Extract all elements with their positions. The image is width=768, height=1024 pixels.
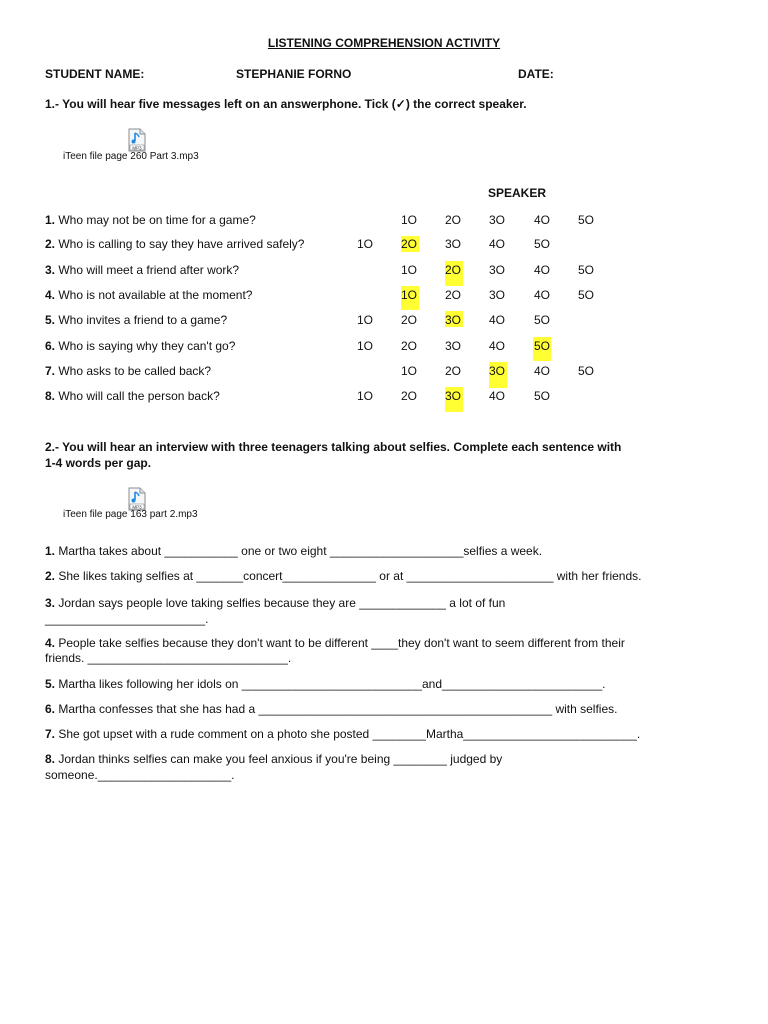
speaker-option[interactable]: 5O <box>534 339 551 353</box>
mp3-file-icon[interactable] <box>127 487 147 511</box>
speaker-heading: SPEAKER <box>488 186 547 200</box>
speaker-option[interactable]: 2O <box>401 313 418 327</box>
part1-file-caption[interactable]: iTeen file page 260 Part 3.mp3 <box>63 151 199 162</box>
speaker-option[interactable]: 1O <box>401 364 418 378</box>
speaker-option[interactable]: 5O <box>534 389 551 403</box>
sentence-row: 1. Martha takes about ___________ one or two eight ____________________selfies a week. <box>45 544 543 558</box>
sentence-row: 2. She likes taking selfies at _______concert______________ or at ______________________ with her friends. <box>45 569 642 583</box>
speaker-option[interactable]: 4O <box>489 237 506 251</box>
question-row: 1. Who may not be on time for a game? <box>45 213 256 227</box>
sentence-continuation: someone.____________________. <box>45 768 235 782</box>
speaker-option[interactable]: 2O <box>445 213 462 227</box>
speaker-option[interactable]: 2O <box>445 263 462 277</box>
speaker-option[interactable]: 1O <box>357 237 374 251</box>
speaker-option[interactable]: 5O <box>578 364 595 378</box>
svg-text:MP3: MP3 <box>132 145 142 151</box>
part2-instruction: 2.- You will hear an interview with three teenagers talking about selfies. Complete each sentence with <box>45 440 622 454</box>
mp3-file-icon[interactable] <box>127 128 147 152</box>
sentence-continuation: friends. ______________________________. <box>45 651 292 665</box>
speaker-option[interactable]: 5O <box>578 263 595 277</box>
speaker-option[interactable]: 3O <box>445 389 462 403</box>
student-name-value: STEPHANIE FORNO <box>236 67 352 81</box>
speaker-option[interactable]: 3O <box>445 237 462 251</box>
sentence-row: 3. Jordan says people love taking selfies because they are _____________ a lot of fun <box>45 596 506 610</box>
sentence-row: 5. Martha likes following her idols on ___________________________and________________________. <box>45 677 606 691</box>
speaker-option[interactable]: 2O <box>401 389 418 403</box>
question-row: 3. Who will meet a friend after work? <box>45 263 240 277</box>
question-row: 6. Who is saying why they can't go? <box>45 339 236 353</box>
speaker-option[interactable]: 3O <box>489 288 506 302</box>
date-label: DATE: <box>518 67 554 81</box>
svg-text:MP3: MP3 <box>132 504 142 510</box>
speaker-option[interactable]: 5O <box>578 213 595 227</box>
speaker-option[interactable]: 5O <box>534 313 551 327</box>
sentence-row: 6. Martha confesses that she has had a ____________________________________________ with selfies. <box>45 702 618 716</box>
speaker-option[interactable]: 3O <box>489 213 506 227</box>
sentence-row: 7. She got upset with a rude comment on a photo she posted ________Martha__________________________. <box>45 727 641 741</box>
speaker-option[interactable]: 2O <box>445 364 462 378</box>
speaker-option[interactable]: 1O <box>357 313 374 327</box>
speaker-option[interactable]: 1O <box>357 339 374 353</box>
speaker-option[interactable]: 3O <box>445 339 462 353</box>
speaker-option[interactable]: 3O <box>489 364 506 378</box>
speaker-option[interactable]: 5O <box>578 288 595 302</box>
part1-instruction: 1.- You will hear five messages left on an answerphone. Tick (✓) the correct speaker. <box>45 97 527 111</box>
question-row: 8. Who will call the person back? <box>45 389 220 403</box>
sentence-row: 8. Jordan thinks selfies can make you feel anxious if you're being ________ judged by <box>45 752 503 766</box>
sentence-continuation: ________________________. <box>45 612 209 626</box>
speaker-option[interactable]: 1O <box>401 263 418 277</box>
page-title: LISTENING COMPREHENSION ACTIVITY <box>267 36 501 50</box>
speaker-option[interactable]: 5O <box>534 237 551 251</box>
speaker-option[interactable]: 4O <box>489 339 506 353</box>
speaker-option[interactable]: 4O <box>534 288 551 302</box>
question-row: 5. Who invites a friend to a game? <box>45 313 228 327</box>
student-name-label: STUDENT NAME: <box>45 67 145 81</box>
speaker-option[interactable]: 3O <box>445 313 462 327</box>
speaker-option[interactable]: 2O <box>401 237 418 251</box>
part2-file-caption[interactable]: iTeen file page 163 part 2.mp3 <box>63 509 198 520</box>
question-row: 4. Who is not available at the moment? <box>45 288 253 302</box>
speaker-option[interactable]: 4O <box>534 213 551 227</box>
question-row: 2. Who is calling to say they have arrived safely? <box>45 237 305 251</box>
part2-instruction-cont: 1-4 words per gap. <box>45 456 152 470</box>
speaker-option[interactable]: 2O <box>401 339 418 353</box>
sentence-row: 4. People take selfies because they don't want to be different ____they don't want to seem different from their <box>45 636 625 650</box>
speaker-option[interactable]: 1O <box>357 389 374 403</box>
speaker-option[interactable]: 1O <box>401 288 418 302</box>
speaker-option[interactable]: 3O <box>489 263 506 277</box>
speaker-option[interactable]: 4O <box>534 364 551 378</box>
speaker-option[interactable]: 1O <box>401 213 418 227</box>
question-row: 7. Who asks to be called back? <box>45 364 212 378</box>
speaker-option[interactable]: 4O <box>489 389 506 403</box>
speaker-option[interactable]: 4O <box>534 263 551 277</box>
speaker-option[interactable]: 4O <box>489 313 506 327</box>
speaker-option[interactable]: 2O <box>445 288 462 302</box>
